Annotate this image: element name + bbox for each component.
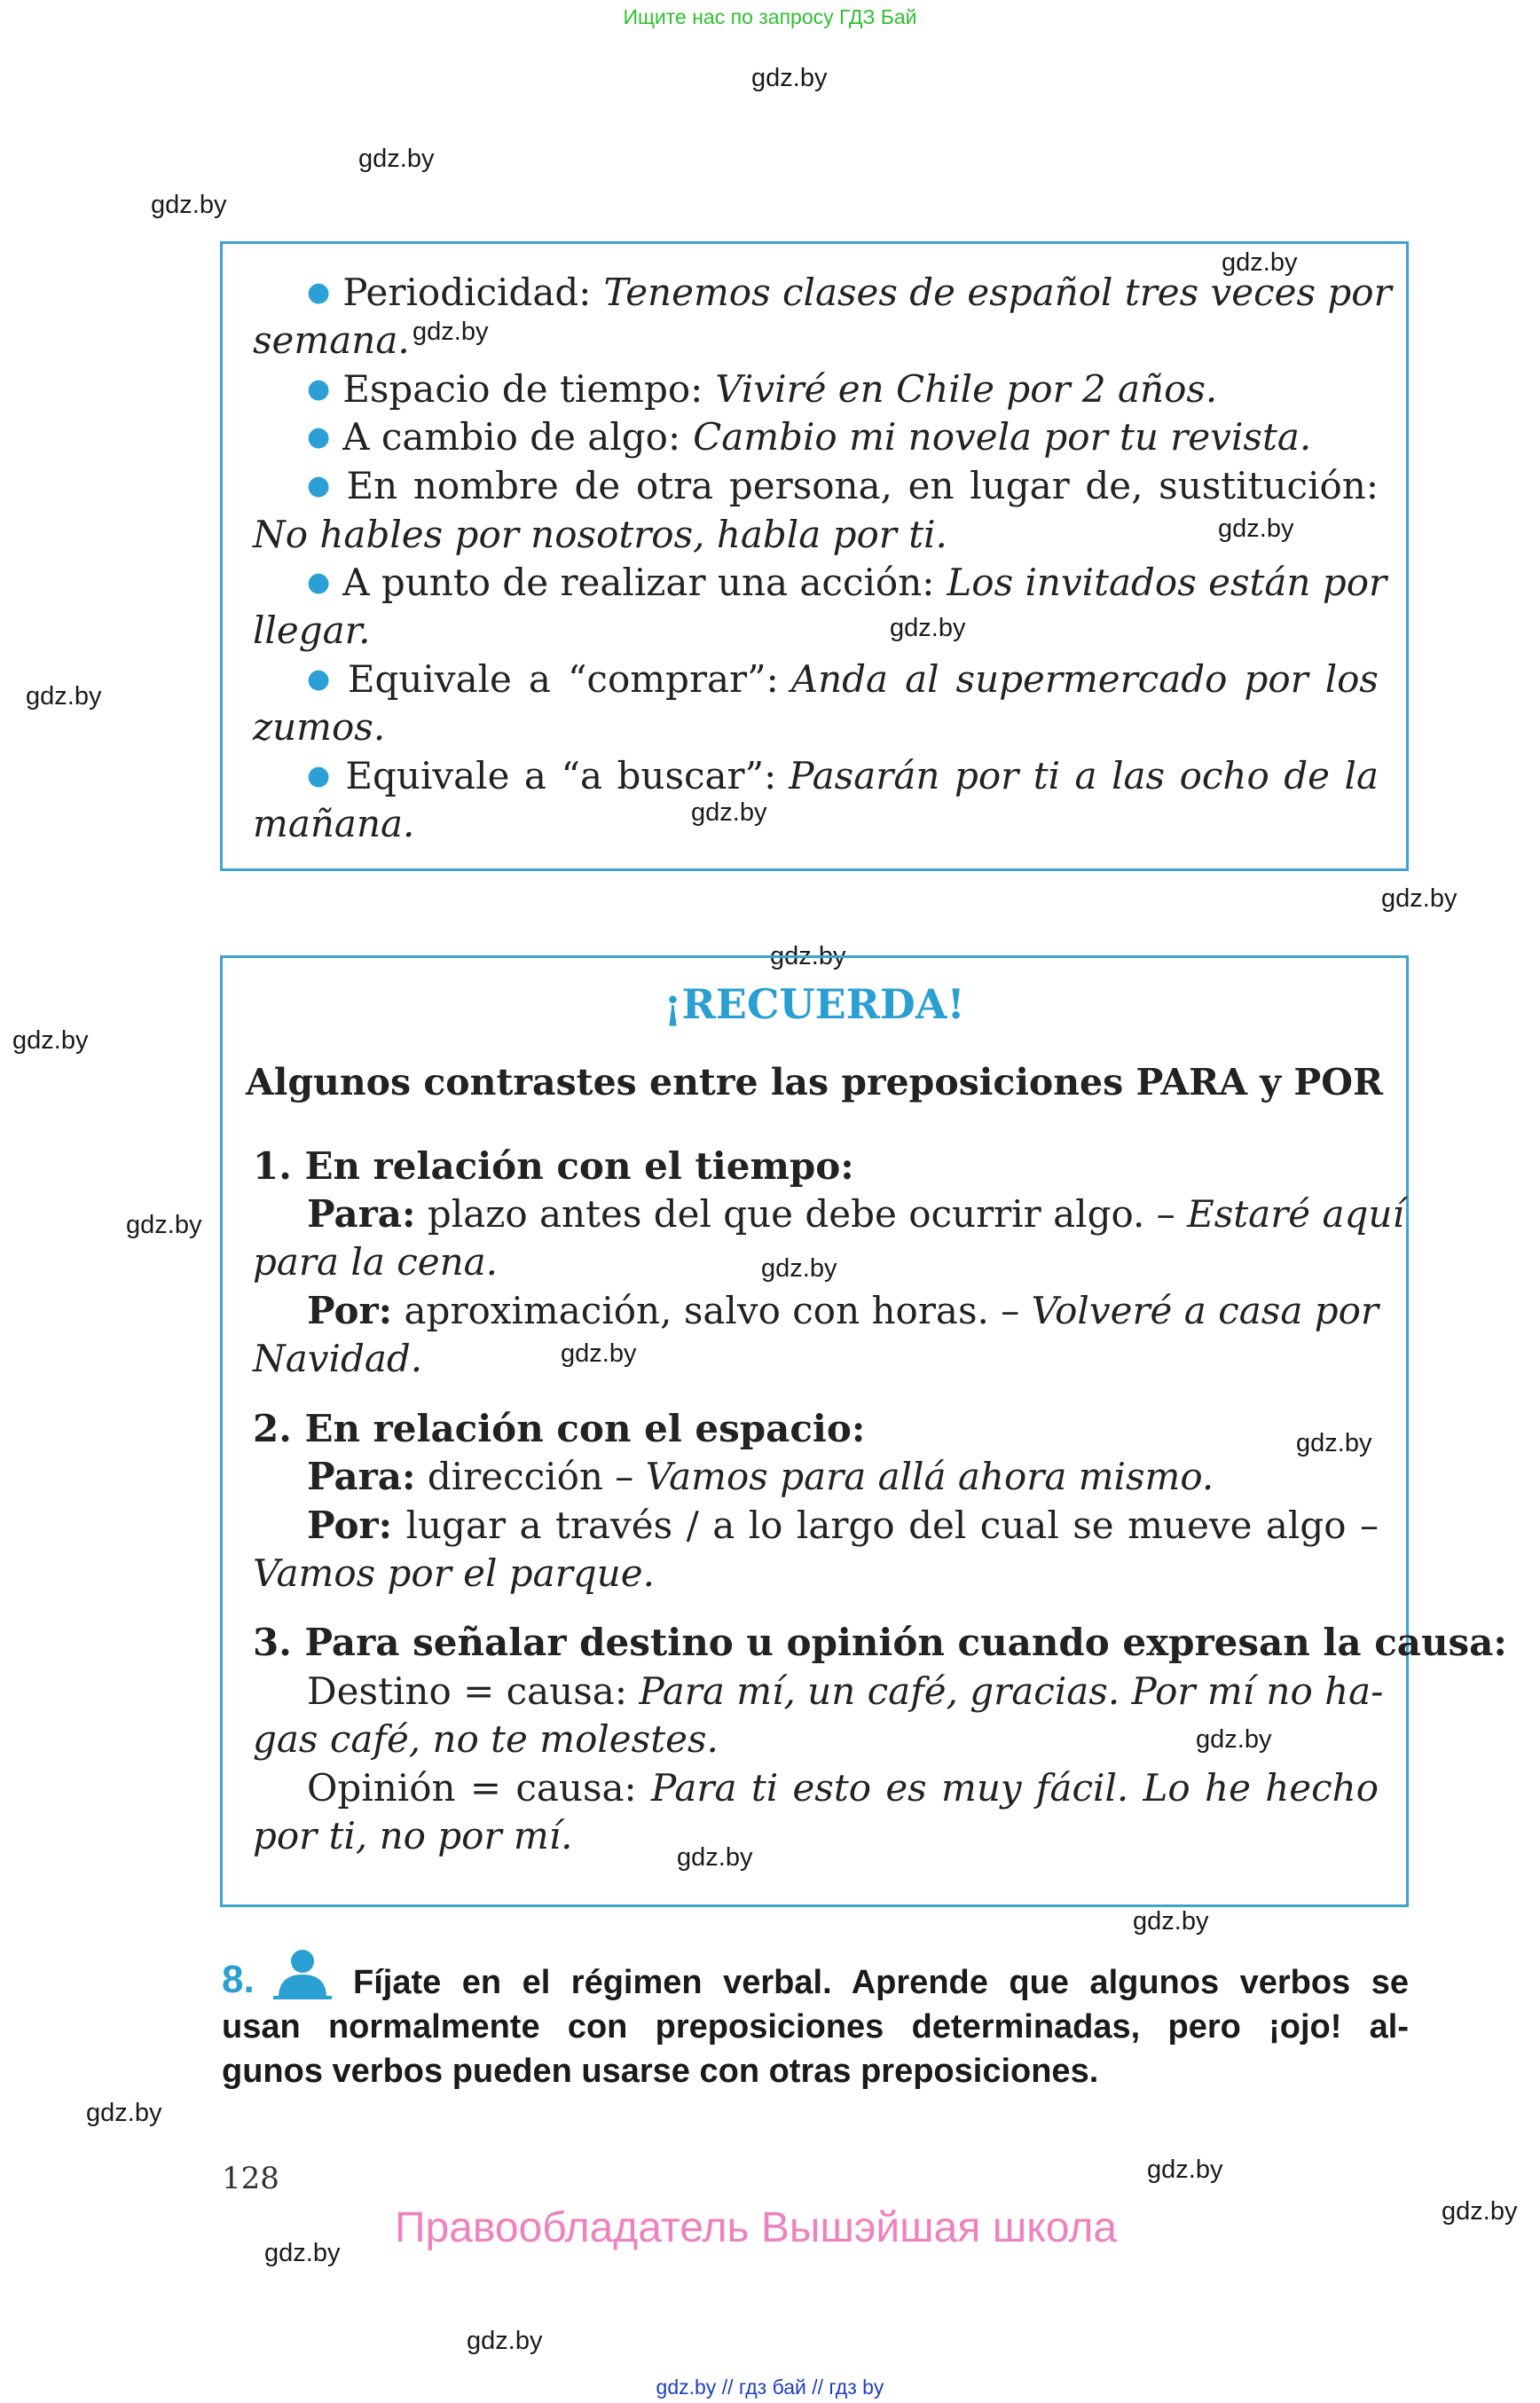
section-1-para: Para: plazo antes del que debe ocurrir algo. – Estaré aquí <box>307 1192 1404 1236</box>
watermark: gdz.by <box>1222 248 1298 277</box>
watermark: gdz.by <box>1218 514 1294 543</box>
section-1-heading: 1. En relación con el tiempo: <box>253 1144 854 1188</box>
watermark: gdz.by <box>770 942 846 970</box>
bullet-icon: ● <box>307 373 331 404</box>
watermark: gdz.by <box>890 614 966 642</box>
section-3-heading: 3. Para señalar destino u opinión cuando expresan la causa: <box>253 1621 1507 1664</box>
bullet-icon: ● <box>307 277 331 308</box>
item-comprar-cont: zumos. <box>253 705 386 749</box>
exercise-line-3: gunos verbos pueden usarse con otras preposiciones. <box>222 2053 1099 2090</box>
watermark: gdz.by <box>561 1339 637 1368</box>
watermark: gdz.by <box>1381 884 1458 913</box>
item-nombre: ● En nombre de otra persona, en lugar de, sustitución: <box>307 464 1379 507</box>
watermark: gdz.by <box>358 145 435 173</box>
section-2-heading: 2. En relación con el espacio: <box>253 1407 866 1450</box>
watermark: gdz.by <box>412 318 489 346</box>
item-buscar-cont: mañana. <box>253 802 415 845</box>
exercise-line-1: Fíjate en el régimen verbal. Aprende que algunos verbos se <box>353 1964 1409 2001</box>
bullet-icon: ● <box>307 664 335 695</box>
item-nombre-cont: No hables por nosotros, habla por ti. <box>253 513 947 556</box>
watermark: gdz.by <box>126 1211 202 1239</box>
watermark: gdz.by <box>467 2327 543 2355</box>
bullet-icon: ● <box>307 470 334 501</box>
section-3-opinion-cont: por ti, no por mí. <box>253 1814 573 1857</box>
section-3-destino: Destino = causa: Para mí, un café, gracias. Por mí no ha- <box>307 1669 1384 1713</box>
item-punto: ● A punto de realizar una acción: Los invitados están por <box>307 561 1387 604</box>
watermark: gdz.by <box>1147 2156 1223 2184</box>
watermark: gdz.by <box>1296 1429 1372 1457</box>
footer-links: gdz.by // гдз бай // гдз by <box>656 2376 884 2399</box>
section-1-para-cont: para la cena. <box>253 1240 499 1284</box>
section-3-destino-cont: gas café, no te molestes. <box>253 1717 719 1761</box>
watermark: gdz.by <box>691 798 767 827</box>
watermark: gdz.by <box>1133 1907 1209 1936</box>
rights-holder: Правообладатель Вышэйшая школа <box>395 2204 1118 2251</box>
recuerda-title: ¡RECUERDA! <box>664 980 965 1028</box>
watermark: gdz.by <box>86 2099 162 2127</box>
watermark: gdz.by <box>1442 2197 1518 2226</box>
item-buscar: ● Equivale a “a buscar”: Pasarán por ti a las ocho de la <box>307 754 1379 797</box>
bullet-icon: ● <box>307 421 331 452</box>
item-cambio: ● A cambio de algo: Cambio mi novela por tu revista. <box>307 415 1312 459</box>
item-punto-cont: llegar. <box>253 609 371 652</box>
exercise-line-2: usan normalmente con preposiciones determinadas, pero ¡ojo! al- <box>222 2008 1409 2046</box>
bullet-icon: ● <box>307 760 334 791</box>
item-periodicidad-cont: semana. <box>253 318 410 362</box>
section-1-por-cont: Navidad. <box>253 1337 423 1380</box>
page-number: 128 <box>222 2161 279 2196</box>
exercise-number: 8. <box>222 1958 255 2001</box>
watermark: gdz.by <box>264 2239 341 2267</box>
recuerda-subtitle: Algunos contrastes entre las preposiciones PARA y POR <box>245 1061 1384 1103</box>
section-2-por: Por: lugar a través / a lo largo del cual se mueve algo – <box>307 1504 1379 1547</box>
watermark: gdz.by <box>761 1254 837 1283</box>
watermark: gdz.by <box>26 682 102 711</box>
watermark: gdz.by <box>1196 1725 1272 1754</box>
section-3-opinion: Opinión = causa: Para ti esto es muy fácil. Lo he hecho <box>307 1766 1379 1810</box>
section-1-por: Por: aproximación, salvo con horas. – Volveré a casa por <box>307 1289 1379 1332</box>
section-2-para: Para: dirección – Vamos para allá ahora mismo. <box>307 1455 1214 1498</box>
item-comprar: ● Equivale a “comprar”: Anda al supermercado por los <box>307 657 1379 701</box>
watermark: gdz.by <box>677 1843 753 1872</box>
watermark: gdz.by <box>751 64 828 92</box>
item-periodicidad: ● Periodicidad: Tenemos clases de español tres veces por <box>307 271 1392 314</box>
watermark: gdz.by <box>12 1026 89 1055</box>
section-2-por-cont: Vamos por el parque. <box>253 1551 655 1595</box>
top-banner: Ищите нас по запросу ГДЗ Бай <box>623 5 917 28</box>
bullet-icon: ● <box>307 567 331 598</box>
item-espacio-tiempo: ● Espacio de tiempo: Viviré en Chile por 2 años. <box>307 367 1218 411</box>
watermark: gdz.by <box>151 191 227 219</box>
